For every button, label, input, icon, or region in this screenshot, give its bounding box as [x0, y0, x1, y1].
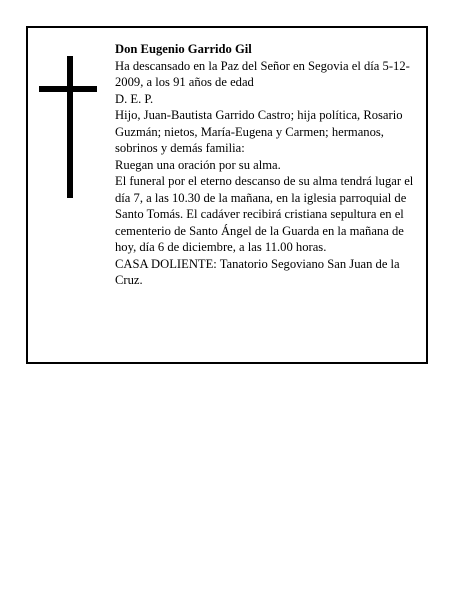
prayer-request: Ruegan una oración por su alma. — [115, 157, 281, 172]
family-list: Hijo, Juan-Bautista Garrido Castro; hija política, Rosario Guzmán; nietos, María-Eugena y Carmen; hermanos, sobrinos y demás familia: — [115, 108, 403, 155]
cross-horizontal-bar — [39, 86, 97, 92]
notice-body — [115, 41, 419, 289]
death-announcement: Ha descansado en la Paz del Señor en Segovia el día 5-12-2009, a los 91 años de edad — [115, 58, 410, 89]
mourning-house: CASA DOLIENTE: Tanatorio Segoviano San Juan de la Cruz. — [115, 256, 400, 287]
rip-line: D. E. P. — [115, 91, 154, 106]
deceased-name: Don Eugenio Garrido Gil — [115, 42, 252, 56]
cross-vertical-bar — [67, 56, 73, 198]
obituary-notice — [26, 26, 428, 364]
funeral-details: El funeral por el eterno descanso de su alma tendrá lugar el día 7, a las 10.30 de la mañana, en la iglesia parroquial de Santo Tomás. El cadáver recibirá cristiana sepultura en el cementerio de Santo Ángel de la Guarda en la mañana de hoy, día 6 de diciembre, a las 11.00 horas. — [115, 174, 414, 254]
